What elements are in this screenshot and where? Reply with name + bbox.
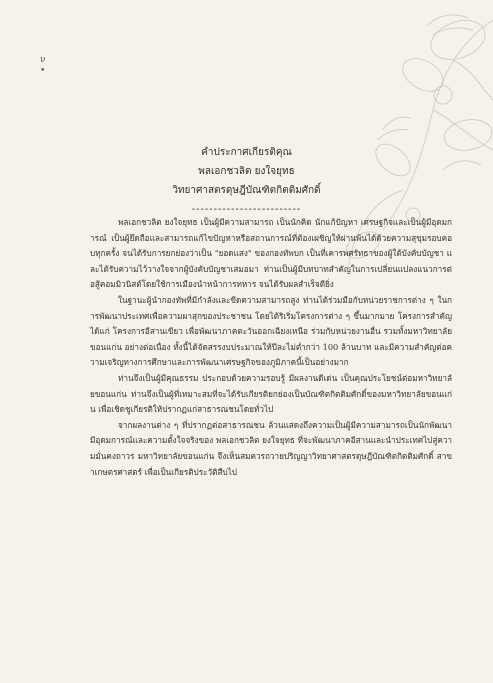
margin-marks: ν • xyxy=(40,55,46,76)
paragraph-1: พลเอกชวลิต ยงใจยุทธ เป็นผู้มีความสามารถ เป็นนักคิด นักแก้ปัญหา เศรษฐกิจและเป็นผู้มีอุดมการณ์ เป็นผู้ยึดถือและสามารถแก้ไขปัญหาหรือสถานการณ์ที่ต้องเผชิญให้ผ่านพ้นได้ด้วยความสุขุมรอบคอบทุกครั้ง จนได้รับการยกย่องว่าเป็น "ยอดแสง" ของกองทัพบก เป็นที่เคารพศรัทธาของผู้ใต้บังคับบัญชา และได้รับความไว้วางใจจากผู้บังคับบัญชาเสมอมา ท่านเป็นผู้มีบทบาทสำคัญในการเปลี่ยนแปลงแนวการต่อสู้คอมมิวนิสต์โดยใช้การเมืองนำหน้าการทหาร จนได้รับผลสำเร็จดียิ่ง xyxy=(90,217,452,290)
degree-title: วิทยาศาสตรดุษฎีบัณฑิตกิตติมศักดิ์ xyxy=(172,185,321,196)
paragraph-2: ในฐานะผู้นำกองทัพที่มีกำลังและขีดความสามารถสูง ท่านได้ร่วมมือกับหน่วยราชการต่าง ๆ ในการพัฒนาประเทศเพื่อความผาสุกของประชาชน โดยได้ริเริ่มโครงการต่าง ๆ ขึ้นมากมาย โครงการสำคัญได้แก่ โครงการอีสานเขียว เพื่อพัฒนาภาคตะวันออกเฉียงเหนือ ร่วมกับหน่วยงานอื่น รวมทั้งมหาวิทยาลัยขอนแก่น อย่างต่อเนื่อง ทั้งนี้ได้จัดสรรงบประมาณให้ปีละไม่ต่ำกว่า 100 ล้านบาท และมีความสำคัญต่อความเจริญทางการศึกษาและการพัฒนาเศรษฐกิจของภูมิภาคนี้เป็นอย่างมาก xyxy=(90,294,452,368)
citation-body xyxy=(90,215,452,480)
certificate-heading xyxy=(0,143,493,219)
heading-divider: ------------------------- xyxy=(191,204,302,215)
honoree-name: พลเอกชวลิต ยงใจยุทธ xyxy=(198,166,295,177)
paragraph-3: ท่านจึงเป็นผู้มีคุณธรรม ประกอบด้วยความรอบรู้ มีผลงานดีเด่น เป็นคุณประโยชน์ต่อมหาวิทยาลัยขอนแก่น ท่านจึงเป็นผู้ที่เหมาะสมที่จะได้รับเกียรติยกย่องเป็นบัณฑิตกิตติมศักดิ์ของมหาวิทยาลัยขอนแก่น เพื่อเชิดชูเกียรติให้ปรากฏแก่สาธารณชนโดยทั่วไป xyxy=(90,372,452,415)
page-title: คำประกาศเกียรติคุณ xyxy=(201,147,292,158)
paragraph-4: จากผลงานต่าง ๆ ที่ปรากฏต่อสาธารณชน ล้วนแสดงถึงความเป็นผู้มีความสามารถเป็นนักพัฒนา มีอุดมการณ์และความตั้งใจจริงของ พลเอกชวลิต ยงใจยุทธ ที่จะพัฒนาภาคอีสานและนำประเทศไปสู่ความมั่นคงถาวร มหาวิทยาลัยขอนแก่น จึงเห็นสมควรถวายปริญญาวิทยาศาสตรดุษฎีบัณฑิตกิตติมศักดิ์ สาขาเกษตรศาสตร์ เพื่อเป็นเกียรติประวัติสืบไป xyxy=(90,419,452,477)
